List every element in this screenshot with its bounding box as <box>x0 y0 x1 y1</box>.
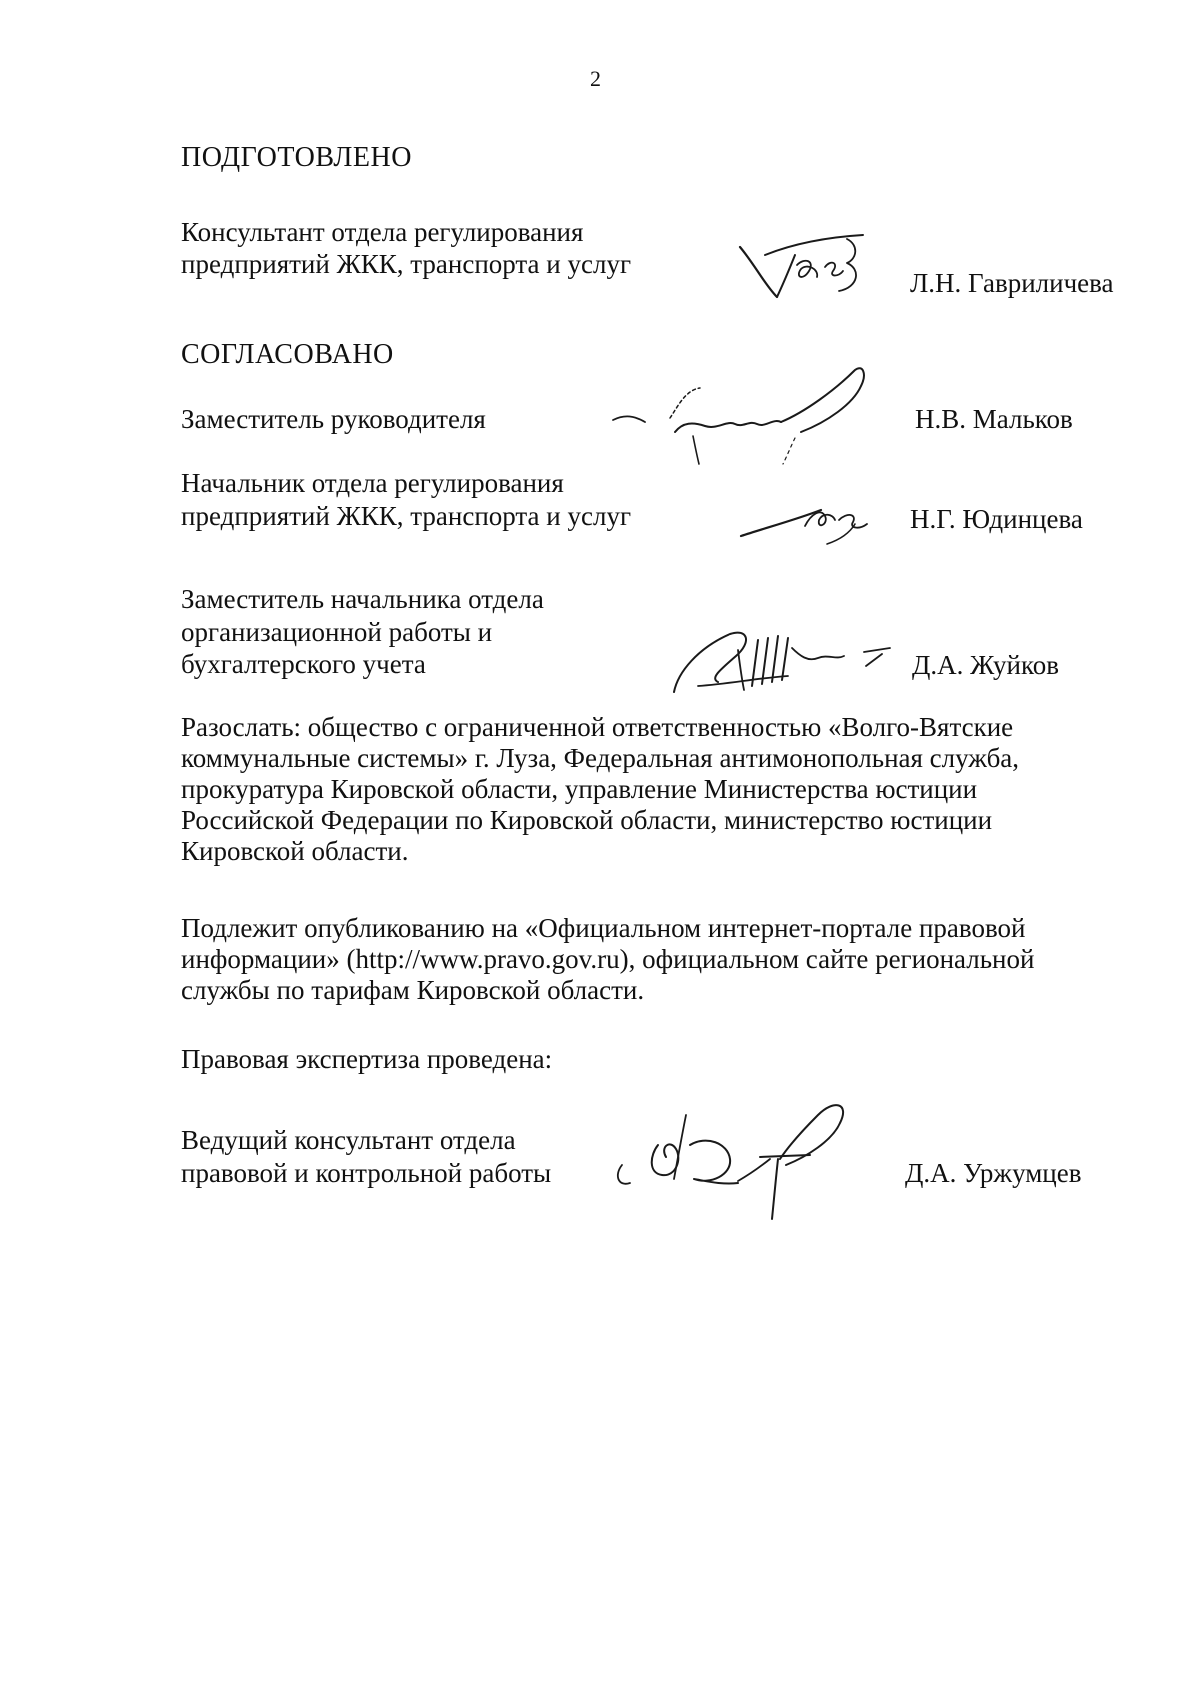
signature-zhuykov <box>668 620 898 700</box>
legal-review-position-line-1: Ведущий консультант отдела <box>181 1125 516 1155</box>
page-number: 2 <box>590 66 601 91</box>
legal-review-name: Д.А. Уржумцев <box>905 1158 1082 1188</box>
distribution-line: Кировской области. <box>181 836 409 866</box>
distribution-line: Российской Федерации по Кировской области, министерство юстиции <box>181 805 993 835</box>
agreed-position-yudintseva-line-2: предприятий ЖКК, транспорта и услуг <box>181 501 632 531</box>
agreed-position-zhuykov-line-2: организационной работы и <box>181 617 493 647</box>
publication-paragraph <box>181 913 1128 1006</box>
publication-line: Подлежит опубликованию на «Официальном интернет-портале правовой <box>181 913 1026 943</box>
signature-gavrilicheva <box>735 225 875 305</box>
prepared-position-line-1: Консультант отдела регулирования <box>181 217 584 247</box>
prepared-heading: ПОДГОТОВЛЕНО <box>181 142 412 173</box>
distribution-line: Разослать: общество с ограниченной ответственностью «Волго-Вятские <box>181 712 1014 742</box>
distribution-line: коммунальные системы» г. Луза, Федеральная антимонопольная служба, <box>181 743 1020 773</box>
legal-review-statement: Правовая экспертиза проведена: <box>181 1044 553 1074</box>
agreed-heading: СОГЛАСОВАНО <box>181 339 394 370</box>
agreed-name-zhuykov: Д.А. Жуйков <box>912 650 1059 680</box>
signature-yudintseva <box>735 490 875 550</box>
prepared-name: Л.Н. Гавриличева <box>910 268 1114 298</box>
publication-line: службы по тарифам Кировской области. <box>181 975 645 1005</box>
agreed-position-malkov: Заместитель руководителя <box>181 404 486 434</box>
distribution-paragraph <box>181 712 1128 867</box>
agreed-position-yudintseva-line-1: Начальник отдела регулирования <box>181 468 564 498</box>
legal-review-position-line-2: правовой и контрольной работы <box>181 1158 552 1188</box>
agreed-position-zhuykov-line-3: бухгалтерского учета <box>181 649 426 679</box>
distribution-line: прокуратура Кировской области, управление Министерства юстиции <box>181 774 978 804</box>
publication-line: информации» (http://www.pravo.gov.ru), официальном сайте региональной <box>181 944 1035 974</box>
agreed-name-yudintseva: Н.Г. Юдинцева <box>910 504 1083 534</box>
agreed-position-zhuykov-line-1: Заместитель начальника отдела <box>181 584 544 614</box>
prepared-position-line-2: предприятий ЖКК, транспорта и услуг <box>181 249 632 279</box>
agreed-name-malkov: Н.В. Мальков <box>915 404 1073 434</box>
signature-urzhumtsev <box>610 1095 880 1225</box>
signature-malkov <box>605 360 885 470</box>
